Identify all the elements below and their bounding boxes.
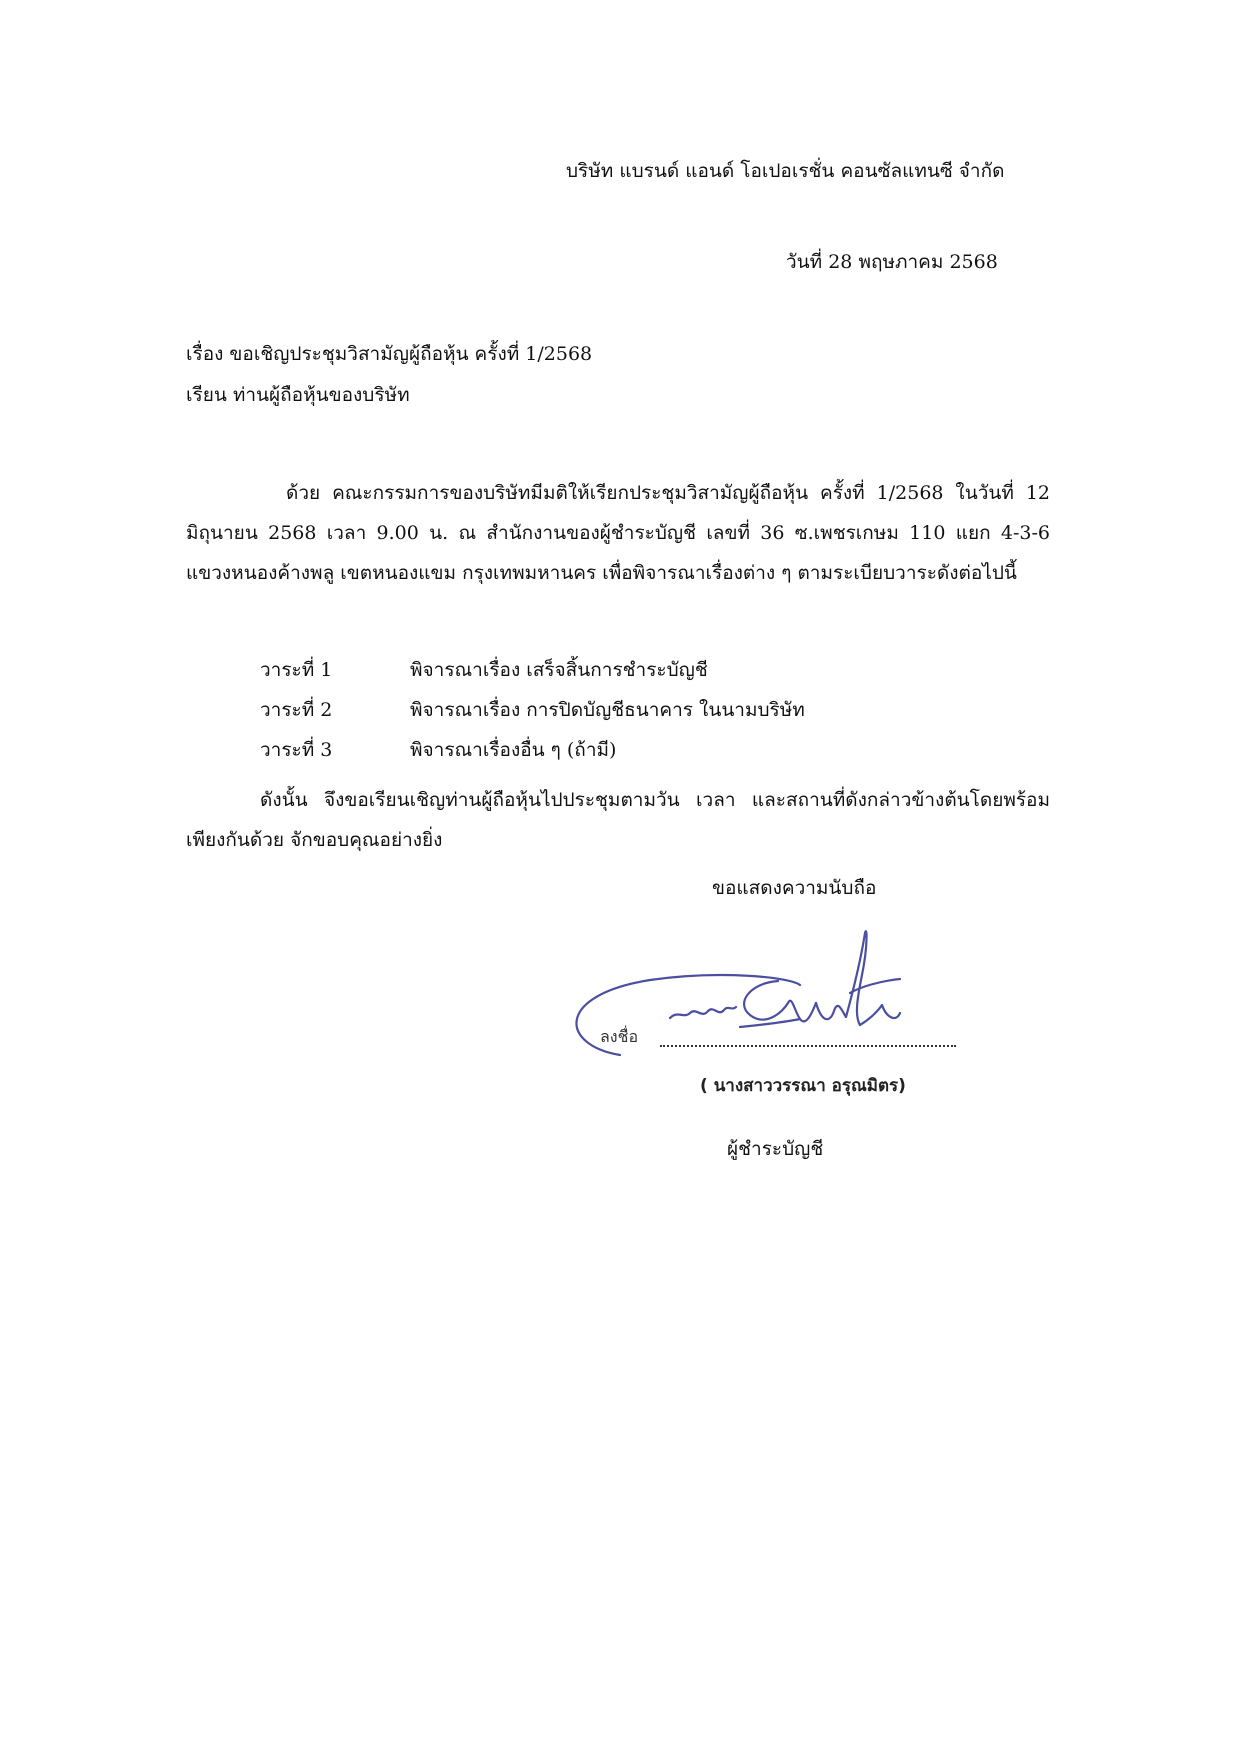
signature-line — [660, 1045, 956, 1047]
agenda-text: พิจารณาเรื่องอื่น ๆ (ถ้ามี) — [410, 738, 617, 761]
agenda-item — [260, 650, 805, 690]
salutation-line: เรียน ท่านผู้ถือหุ้นของบริษัท — [186, 384, 410, 406]
signature-block — [560, 915, 960, 1060]
agenda-item — [260, 730, 805, 770]
agenda-number: วาระที่ 1 — [260, 658, 333, 681]
letter-date: วันที่ 28 พฤษภาคม 2568 — [786, 251, 998, 273]
subject-line: เรื่อง ขอเชิญประชุมวิสามัญผู้ถือหุ้น ครั้งที่ 1/2568 — [186, 343, 593, 365]
regards-line: ขอแสดงความนับถือ — [712, 877, 877, 899]
sign-label: ลงชื่อ — [600, 1027, 639, 1046]
agenda-text: พิจารณาเรื่อง เสร็จสิ้นการชำระบัญชี — [410, 658, 708, 681]
body-text: ด้วย คณะกรรมการของบริษัทมีมติให้เรียกประชุมวิสามัญผู้ถือหุ้น ครั้งที่ 1/2568 ในวันที่ 12 มิถุนายน 2568 เวลา 9.00 น. ณ สำนักงานของผู้ชำระบัญชี เลขที่ 36 ซ.เพชรเกษม 110 แยก 4-3-6 แขวงหนองค้างพลู เขตหนองแขม กรุงเทพมหานคร เพื่อพิจารณาเรื่องต่าง ๆ ตามระเบียบวาระดังต่อไปนี้ — [186, 482, 1050, 584]
agenda-number: วาระที่ 2 — [260, 698, 333, 721]
closing-text: ดังนั้น จึงขอเรียนเชิญท่านผู้ถือหุ้นไปประชุมตามวัน เวลา และสถานที่ดังกล่าวข้างต้นโดยพร้อมเพียงกันด้วย จักขอบคุณอย่างยิ่ง — [186, 789, 1050, 851]
agenda-item — [260, 690, 805, 730]
signer-name: ( นางสาววรรณา อรุณมิตร) — [700, 1076, 906, 1096]
agenda-text: พิจารณาเรื่อง การปิดบัญชีธนาคาร ในนามบริษัท — [410, 698, 805, 721]
agenda-list — [260, 650, 805, 770]
closing-paragraph — [186, 780, 1050, 860]
company-name: บริษัท แบรนด์ แอนด์ โอเปอเรชั่น คอนซัลแทนซี จำกัด — [566, 160, 1005, 182]
agenda-number: วาระที่ 3 — [260, 738, 333, 761]
signer-position: ผู้ชำระบัญชี — [727, 1138, 824, 1160]
body-paragraph — [186, 473, 1050, 593]
